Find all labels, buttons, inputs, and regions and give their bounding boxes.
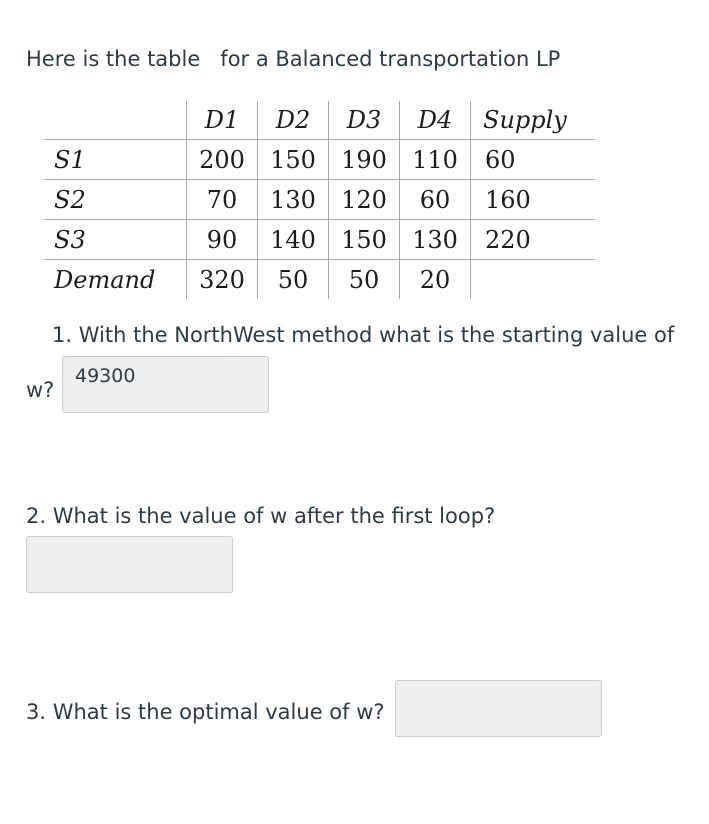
table-cell <box>471 260 596 300</box>
header-d2: D2 <box>258 101 329 140</box>
table-cell: 130 <box>258 180 329 220</box>
answer-3-input[interactable] <box>395 680 602 737</box>
table-cell: 20 <box>400 260 471 300</box>
table-cell: 70 <box>187 180 258 220</box>
answer-1-input[interactable] <box>62 356 269 413</box>
table-cell: 130 <box>400 220 471 260</box>
header-supply: Supply <box>471 101 596 140</box>
answer-2-input[interactable] <box>26 536 233 593</box>
table-cell: 110 <box>400 140 471 180</box>
table-row <box>44 140 595 180</box>
row-label: S1 <box>44 140 187 180</box>
intro-part-1: Here is the table <box>26 47 201 71</box>
table-cell: 50 <box>258 260 329 300</box>
table-cell: 200 <box>187 140 258 180</box>
header-corner <box>44 101 187 140</box>
table-cell: 120 <box>329 180 400 220</box>
question-1-number: 1. <box>52 323 73 347</box>
row-label: S2 <box>44 180 187 220</box>
question-3-number: 3. <box>26 700 47 724</box>
table-cell: 90 <box>187 220 258 260</box>
header-d4: D4 <box>400 101 471 140</box>
table-cell: 140 <box>258 220 329 260</box>
header-d1: D1 <box>187 101 258 140</box>
question-2 <box>26 504 495 528</box>
table-row <box>44 220 595 260</box>
row-label: S3 <box>44 220 187 260</box>
table-cell: 150 <box>329 220 400 260</box>
table-header-row <box>44 101 595 140</box>
table-row <box>44 260 595 300</box>
transportation-table <box>44 101 595 299</box>
question-2-text: What is the value of w after the first loop? <box>52 504 496 528</box>
table-cell: 220 <box>471 220 596 260</box>
question-3-text: What is the optimal value of w? <box>52 700 385 724</box>
intro-text <box>26 47 560 71</box>
table-cell: 60 <box>400 180 471 220</box>
question-1 <box>52 323 674 347</box>
table-cell: 60 <box>471 140 596 180</box>
table-row <box>44 180 595 220</box>
header-d3: D3 <box>329 101 400 140</box>
table-cell: 150 <box>258 140 329 180</box>
table-cell: 190 <box>329 140 400 180</box>
question-1-continuation: w? <box>26 378 55 402</box>
intro-part-2: for a Balanced transportation LP <box>220 47 561 71</box>
question-3 <box>26 700 385 724</box>
table-cell: 50 <box>329 260 400 300</box>
row-label: Demand <box>44 260 187 300</box>
question-1-text: With the NorthWest method what is the starting value of <box>78 323 675 347</box>
table-cell: 160 <box>471 180 596 220</box>
question-2-number: 2. <box>26 504 47 528</box>
table-cell: 320 <box>187 260 258 300</box>
